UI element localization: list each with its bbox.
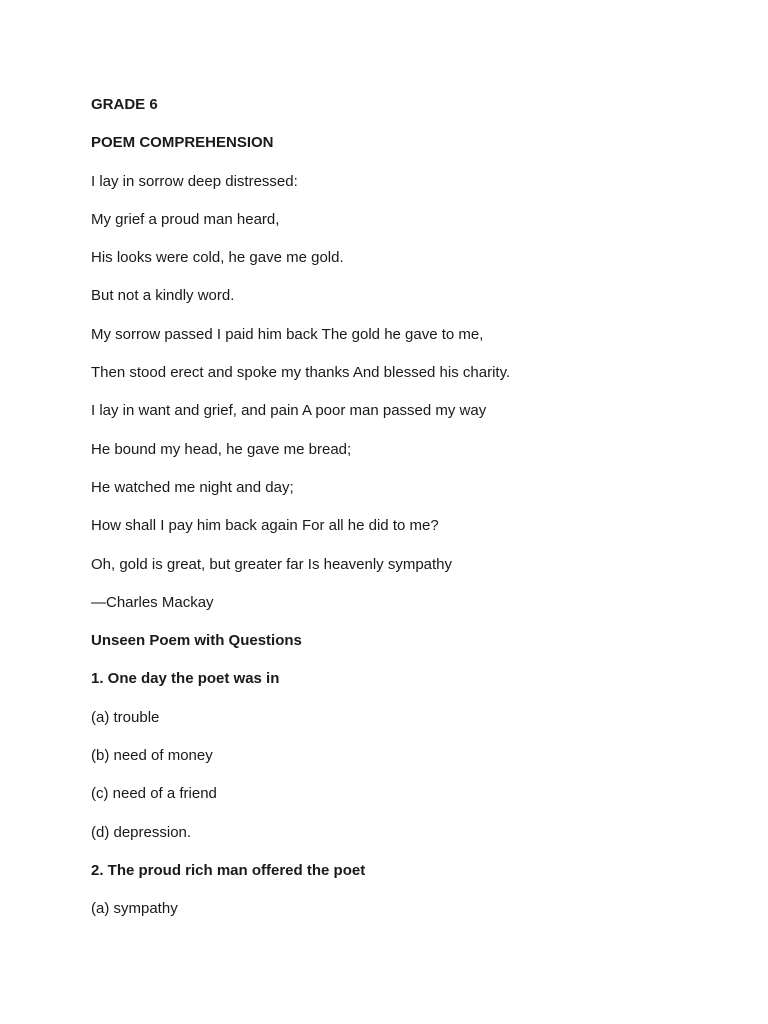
poem-line: My sorrow passed I paid him back The gold he gave to me, (91, 325, 484, 343)
poem-line: I lay in want and grief, and pain A poor man passed my way (91, 402, 487, 420)
section-title: Unseen Poem with Questions (91, 632, 302, 650)
question-1-option-a: (a) trouble (91, 708, 160, 726)
poem-line: I lay in sorrow deep distressed: (91, 172, 298, 190)
poem-line: His looks were cold, he gave me gold. (91, 249, 344, 267)
poem-line: He watched me night and day; (91, 478, 294, 496)
question-2: 2. The proud rich man offered the poet (91, 861, 366, 879)
page-title: POEM COMPREHENSION (91, 134, 274, 152)
poem-line: How shall I pay him back again For all he did to me? (91, 517, 439, 535)
question-1-option-d: (d) depression. (91, 823, 192, 841)
question-1: 1. One day the poet was in (91, 670, 280, 688)
question-1-option-c: (c) need of a friend (91, 785, 217, 803)
document-content (91, 94, 731, 937)
poem-line: My grief a proud man heard, (91, 210, 280, 228)
question-1-option-b: (b) need of money (91, 747, 213, 765)
poem-line: He bound my head, he gave me bread; (91, 440, 352, 458)
question-2-option-a: (a) sympathy (91, 900, 178, 918)
grade-heading: GRADE 6 (91, 96, 158, 113)
poem-line: Oh, gold is great, but greater far Is heavenly sympathy (91, 555, 453, 573)
poem-line: Then stood erect and spoke my thanks And blessed his charity. (91, 364, 511, 382)
poem-line: But not a kindly word. (91, 287, 235, 305)
poem-author: —Charles Mackay (91, 593, 214, 611)
